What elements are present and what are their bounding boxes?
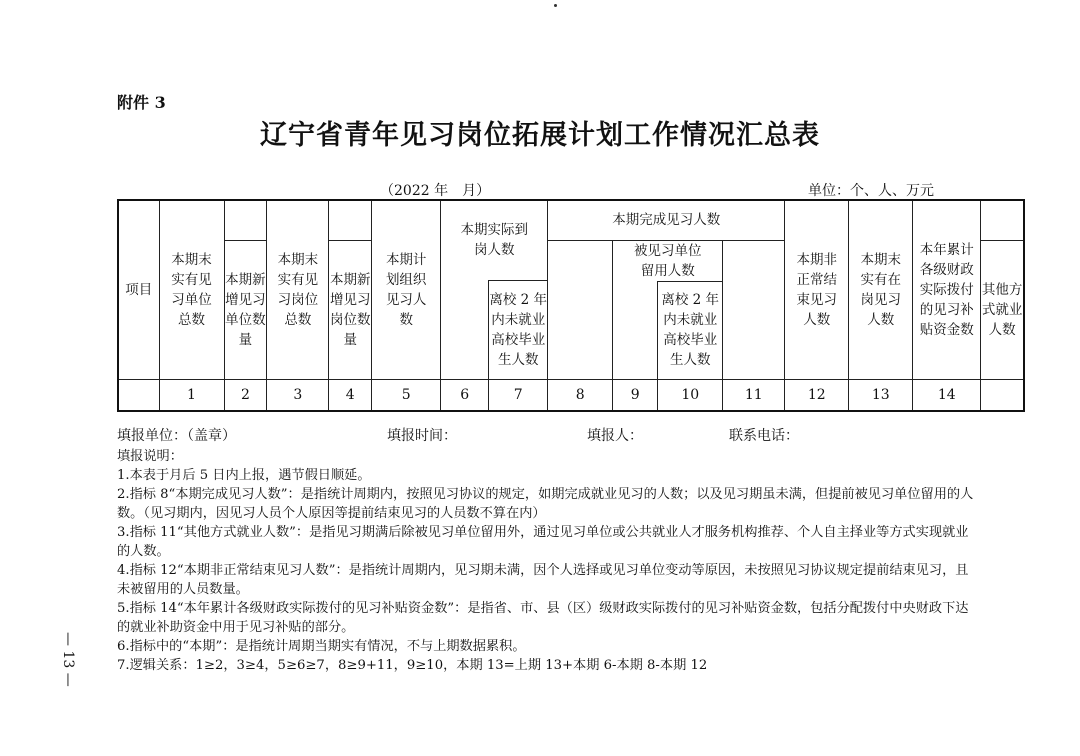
header-c4: 本期新增见习岗位数量 (329, 240, 372, 379)
header-c1: 本期末实有见习单位总数 (159, 200, 224, 379)
number-cell: 5 (372, 379, 441, 411)
notes-heading: 填报说明： (117, 449, 183, 464)
number-cell: 3 (267, 379, 329, 411)
note-1: 1.本表于月后 5 日内上报，遇节假日顺延。 (117, 468, 371, 483)
sign-phone: 联系电话： (729, 428, 799, 444)
period-label: （2022 年 月） (380, 183, 491, 199)
number-cell: 12 (785, 379, 849, 411)
number-cell: 10 (658, 379, 723, 411)
number-cell: 4 (329, 379, 372, 411)
header-c10: 离校 2 年内未就业高校毕业生人数 (658, 281, 723, 379)
number-cell-blank (118, 379, 159, 411)
page-title: 辽宁省青年见习岗位拓展计划工作情况汇总表 (260, 120, 820, 151)
header-c11: 其他方式就业人数 (981, 240, 1024, 379)
note-2: 2.指标 8“本期完成见习人数”：是指统计周期内，按照见习协议的规定，如期完成就业见习的人数；以及见习期虽未满，但提前被见习单位留用的人数。（见习期内，因见习人员个人原因等提前结束见习的人员数不算在内） (117, 487, 974, 521)
number-cell: 1 (159, 379, 224, 411)
header-completed: 本期完成见习人数 (548, 200, 785, 240)
header-c7: 离校 2 年内未就业高校毕业生人数 (489, 280, 548, 379)
summary-table (117, 199, 1025, 412)
number-cell: 2 (224, 379, 267, 411)
annex-label: 附件 3 (117, 93, 166, 112)
note-5: 5.指标 14“本年累计各级财政实际拨付的见习补贴资金数”：是指省、市、县（区）级财政实际拨付的见习补贴资金数，包括分配拨付中央财政下达的就业补助资金中用于见习补贴的部分。 (117, 601, 969, 635)
number-cell: 7 (489, 379, 548, 411)
note-3: 3.指标 11“其他方式就业人数”：是指见习期满后除被见习单位留用外，通过见习单位或公共就业人才服务机构推荐、个人自主择业等方式实现就业的人数。 (117, 525, 969, 559)
notes-section (117, 447, 977, 675)
unit-label: 单位：个、人、万元 (808, 183, 934, 199)
sign-unit: 填报单位：（盖章） (117, 428, 236, 444)
number-cell: 14 (913, 379, 981, 411)
number-cell: 13 (849, 379, 913, 411)
header-c5: 本期计划组织见习人数 (372, 200, 441, 379)
header-c12: 本期非正常结束见习人数 (785, 200, 849, 379)
header-arrived: 本期实际到岗人数 (441, 200, 548, 280)
note-6: 6.指标中的“本期”：是指统计周期当期实有情况，不与上期数据累积。 (117, 639, 526, 654)
header-retained: 被见习单位留用人数 (613, 240, 723, 281)
scan-dot (554, 4, 557, 7)
header-c13: 本期末实有在岗见习人数 (849, 200, 913, 379)
header-c2: 本期新增见习单位数量 (224, 240, 267, 379)
note-4: 4.指标 12“本期非正常结束见习人数”：是指统计周期内，见习期未满，因个人选择或见习单位变动等原因，未按照见习协议规定提前结束见习，且未被留用的人员数量。 (117, 563, 969, 597)
number-cell: 9 (613, 379, 658, 411)
note-7: 7.逻辑关系：1≥2，3≥4，5≥6≥7，8≥9+11，9≥10，本期 13=上期 13+本期 6-本期 8-本期 12 (117, 658, 708, 673)
page-number: — 13 — (60, 632, 76, 687)
header-c14: 本年累计各级财政实际拨付的见习补贴资金数 (913, 200, 981, 379)
number-cell: 8 (548, 379, 613, 411)
sign-person: 填报人： (587, 428, 643, 444)
header-item: 项目 (118, 200, 159, 379)
sign-time: 填报时间： (387, 428, 457, 444)
number-cell: 11 (723, 379, 785, 411)
number-cell: 6 (441, 379, 489, 411)
header-c3: 本期末实有见习岗位总数 (267, 200, 329, 379)
